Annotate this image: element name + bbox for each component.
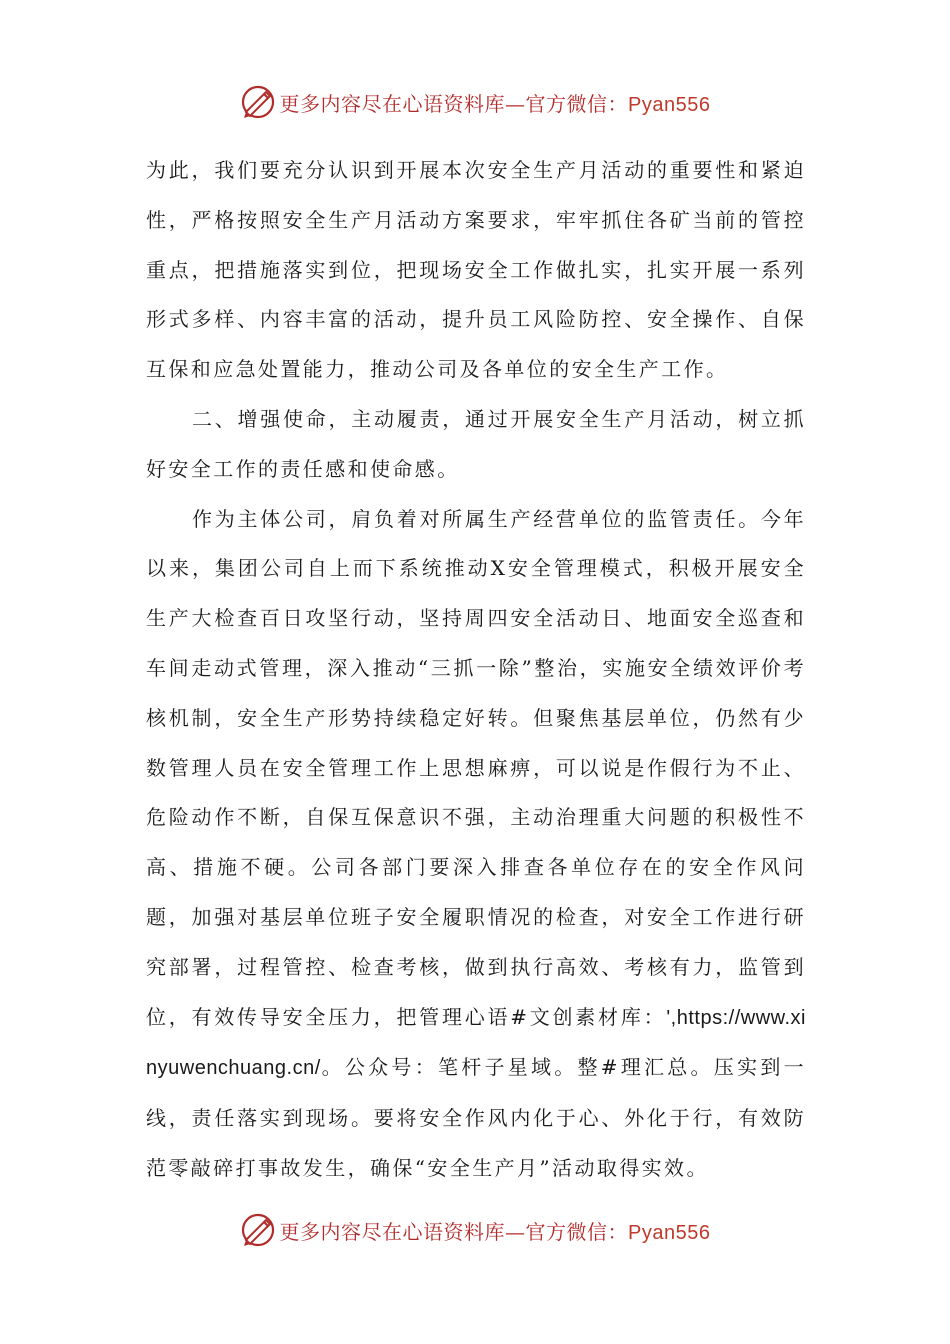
footer-banner-text: 更多内容尽在心语资料库—官方微信：Pyan556 (279, 1219, 711, 1244)
header-wechat-id: Pyan556 (628, 93, 711, 116)
paragraph-3-part-b: 。公众号：笔杆子星域。整#理汇总。压实到一线，责任落实到现场。要将安全作风内化于心、外化于行，有效防范零敲碎打事故发生，确保“安全生产月”活动取得实效。 (146, 1055, 806, 1180)
paragraph-3-part-a: 作为主体公司，肩负着对所属生产经营单位的监管责任。今年以来，集团公司自上而下系统推动X安全管理模式，积极开展安全生产大检查百日攻坚行动，坚持周四安全活动日、地面安全巡查和车间走动式管理，深入推动“三抓一除”整治，实施安全绩效评价考核机制，安全生产形势持续稳定好转。但聚焦基层单位，仍然有少数管理人员在安全管理工作上思想麻痹，可以说是作假行为不止、危险动作不断，自保互保意识不强，主动治理重大问题的积极性不高、措施不硬。公司各部门要深入排查各单位存在的安全作风问题，加强对基层单位班子安全履职情况的检查，对安全工作进行研究部署，过程管控、检查考核，做到执行高效、考核有力，监管到位，有效传导安全压力，把管理心语#文创素材库： (146, 506, 806, 1029)
paragraph-1: 为此，我们要充分认识到开展本次安全生产月活动的重要性和紧迫性，严格按照安全生产月活动方案要求，牢牢抓住各矿当前的管控重点，把措施落实到位，把现场安全工作做扎实，扎实开展一系列形式多样、内容丰富的活动，提升员工风险防控、安全操作、自保互保和应急处置能力，推动公司及各单位的安全生产工作。 (146, 158, 806, 382)
pen-logo-icon (240, 1212, 276, 1248)
paragraph-3 (146, 495, 806, 1194)
document-body (146, 146, 806, 1194)
source-url-link[interactable]: ',https://www.xinyuwenchuang.cn/ (146, 1006, 806, 1080)
footer-wechat-id: Pyan556 (628, 1221, 711, 1244)
footer-banner (0, 1208, 950, 1252)
header-banner-text: 更多内容尽在心语资料库—官方微信：Pyan556 (279, 91, 711, 116)
header-banner (0, 80, 950, 124)
pen-logo-icon (240, 84, 276, 120)
paragraph-2: 二、增强使命，主动履责，通过开展安全生产月活动，树立抓好安全工作的责任感和使命感。 (146, 406, 806, 481)
